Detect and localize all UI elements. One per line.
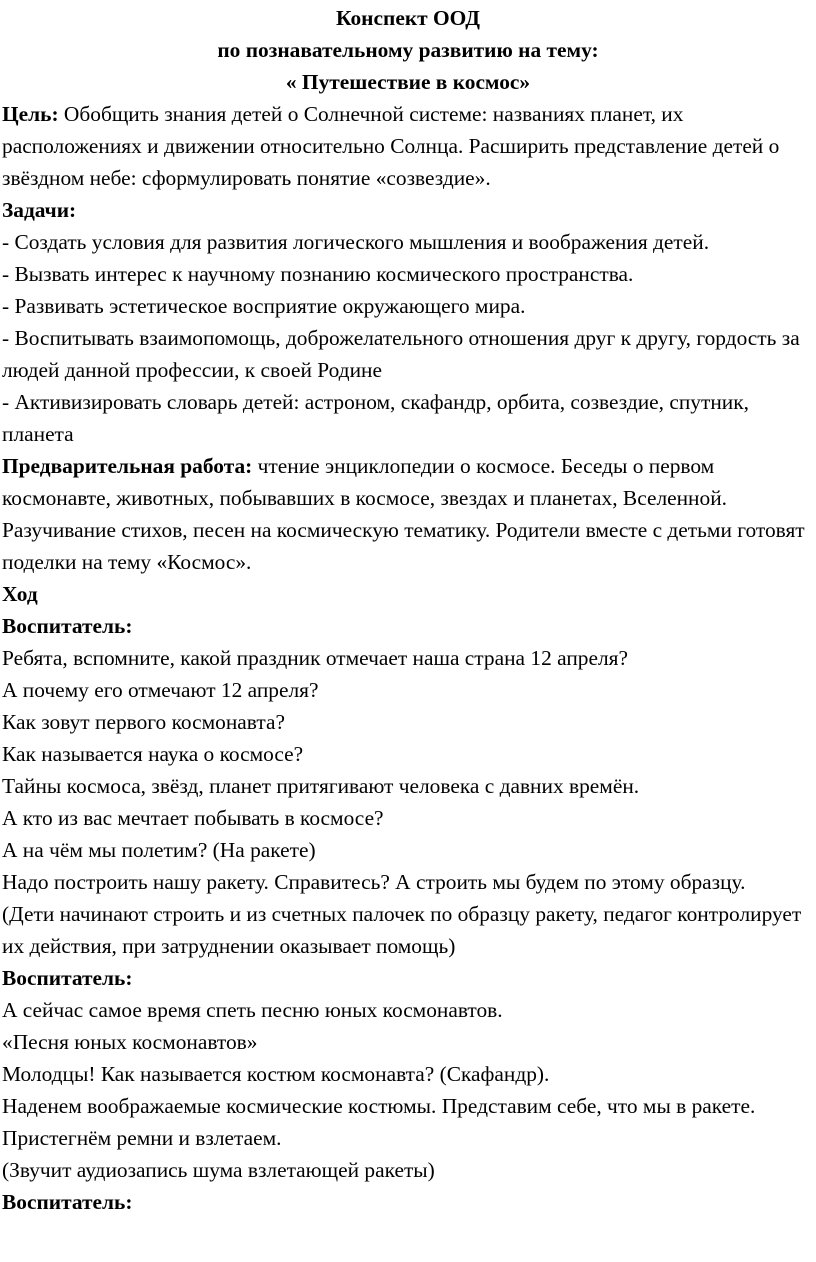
course-heading: Ход xyxy=(2,582,38,606)
dialog-line: Молодцы! Как называется костюм космонавта? (Скафандр). xyxy=(2,1062,550,1086)
dialog-line: Тайны космоса, звёзд, планет притягивают человека с давних времён. xyxy=(2,774,640,798)
goal-text: Обобщить знания детей о Солнечной системе: названиях планет, их расположениях и движении относительно Солнца. Расширить представление детей о звёздном небе: сформулировать понятие «созвездие». xyxy=(2,102,780,190)
title-line-2: по познавательному развитию на тему: xyxy=(217,38,599,62)
dialog-line: Как зовут первого космонавта? xyxy=(2,710,285,734)
title-line-3: « Путешествие в космос» xyxy=(285,70,531,94)
tasks-heading: Задачи: xyxy=(2,198,77,222)
title-line-1: Конспект ООД xyxy=(336,6,480,30)
goal-label: Цель: xyxy=(2,102,59,126)
task-item: - Создать условия для развития логического мышления и воображения детей. xyxy=(2,230,710,254)
prep-label: Предварительная работа: xyxy=(2,454,253,478)
task-item: - Развивать эстетическое восприятие окружающего мира. xyxy=(2,294,526,318)
teacher-label: Воспитатель: xyxy=(2,614,133,638)
goal-paragraph xyxy=(2,98,814,194)
teacher-label: Воспитатель: xyxy=(2,1190,133,1214)
prep-text: чтение энциклопедии о космосе. Беседы о первом космонавте, животных, побывавших в космосе, звездах и планетах, Вселенной. Разучивание стихов, песен на космическую тематику. Родители вместе с детьми готовят поделки на тему «Космос». xyxy=(2,454,805,574)
dialog-line: (Дети начинают строить и из счетных палочек по образцу ракету, педагог контролирует их действия, при затруднении оказывает помощь) xyxy=(2,902,802,958)
dialog-line: «Песня юных космонавтов» xyxy=(2,1030,258,1054)
task-item: - Активизировать словарь детей: астроном, скафандр, орбита, созвездие, спутник, планета xyxy=(2,390,749,446)
dialog-line: А кто из вас мечтает побывать в космосе? xyxy=(2,806,384,830)
prep-paragraph xyxy=(2,450,814,578)
dialog-line: (Звучит аудиозапись шума взлетающей ракеты) xyxy=(2,1158,435,1182)
dialog-line: А на чём мы полетим? (На ракете) xyxy=(2,838,316,862)
task-item: - Вызвать интерес к научному познанию космического пространства. xyxy=(2,262,634,286)
dialog-line: А почему его отмечают 12 апреля? xyxy=(2,678,319,702)
dialog-line: Ребята, вспомните, какой праздник отмечает наша страна 12 апреля? xyxy=(2,646,628,670)
dialog-line: А сейчас самое время спеть песню юных космонавтов. xyxy=(2,998,503,1022)
dialog-line: Наденем воображаемые космические костюмы. Представим себе, что мы в ракете. Пристегнём ремни и взлетаем. xyxy=(2,1094,756,1150)
dialog-line: Надо построить нашу ракету. Справитесь? А строить мы будем по этому образцу. xyxy=(2,870,746,894)
dialog-line: Как называется наука о космосе? xyxy=(2,742,304,766)
teacher-label: Воспитатель: xyxy=(2,966,133,990)
task-item: - Воспитывать взаимопомощь, доброжелательного отношения друг к другу, гордость за людей данной профессии, к своей Родине xyxy=(2,326,800,382)
